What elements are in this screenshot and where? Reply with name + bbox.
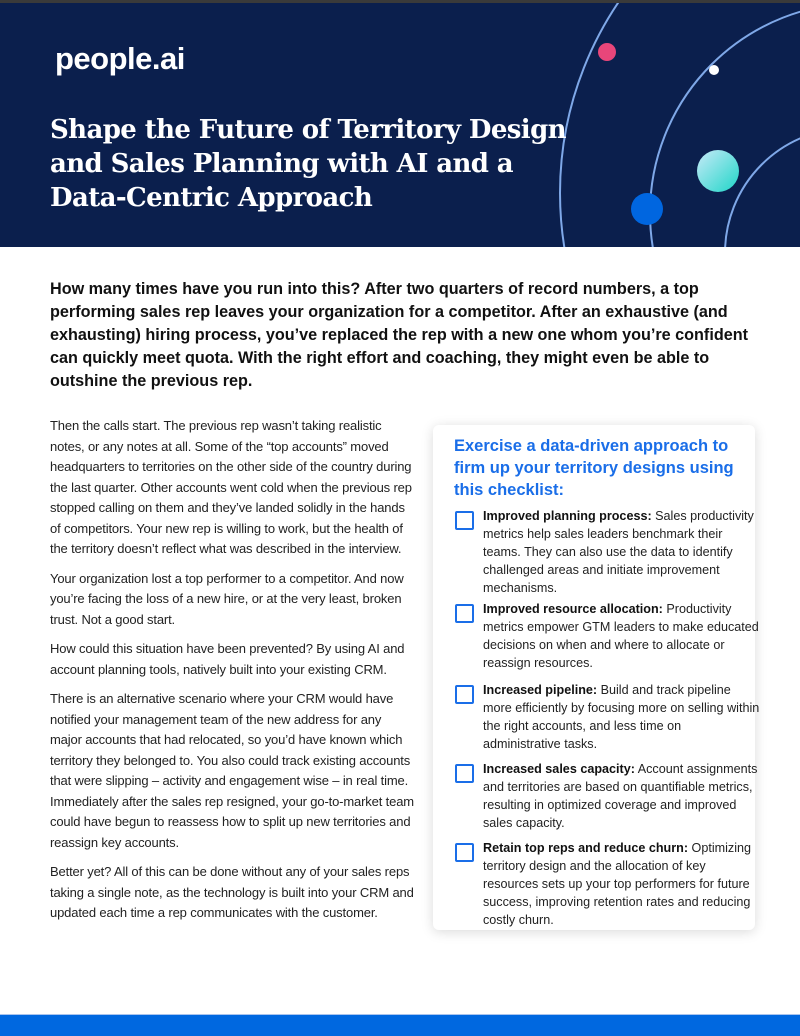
item-heading: Improved resource allocation: [483,602,663,616]
checkbox-icon[interactable] [455,685,474,704]
blue-dot-icon [631,193,663,225]
body-paragraph: Your organization lost a top performer to a competitor. And now you’re facing the loss of a new hire, or at the very least, broken trust. Not a good start. [50,570,404,627]
teal-dot-icon [697,150,739,192]
orbit-ring-outer [560,3,800,247]
body-paragraph: How could this situation have been prevented? By using AI and account planning tools, natively built into your existing CRM. [50,641,405,677]
checkbox-icon[interactable] [455,604,474,623]
people-ai-logo: people.ai [55,41,185,76]
header-banner [0,3,800,247]
item-heading: Increased sales capacity: [483,762,635,776]
item-heading: Increased pipeline: [483,683,598,697]
body-paragraph: Then the calls start. The previous rep wasn’t taking realistic notes, or any notes at all. Some of the “top accounts” moved headquarters to territories on the other side of the country during the last quarter. Other accounts went cold when the previous rep stopped calling on them and they’ve landed solidly in the hands of competitors. Your new rep is willing to work, but the health of the territory doesn’t reflect what was described in the interview. [50,418,412,556]
footer-bar [0,1014,800,1036]
checklist-card [433,425,760,930]
body-paragraph: Better yet? All of this can be done without any of your sales reps taking a single note, as the technology is built into your CRM and updated each time a rep communicates with the customer. [50,864,414,920]
white-dot-icon [709,65,719,75]
body-text [50,416,414,933]
item-text: Optimizing territory design and the allocation of key resources sets up your top performers for future success, improving retention rates and reducing costly churn. [483,841,752,927]
item-text: Productivity metrics empower GTM leaders to make educated decisions on when and where to allocate or reassign resources. [483,602,759,670]
item-heading: Improved planning process: [483,509,652,523]
intro-paragraph: How many times have you run into this? After two quarters of record numbers, a top performing sales rep leaves your organization for a competitor. After an exhaustive (and exhausting) hiring process, you’ve replaced the rep with a new one whom you’re confident can quickly meet quota. With the right effort and coaching, they might even be able to outshine the previous rep. [50,280,748,390]
item-text: Build and track pipeline more efficiently by focusing more on selling within the right accounts, and less time on administrative tasks. [483,683,760,751]
body-paragraph: There is an alternative scenario where your CRM would have notified your management team of the new address for any major accounts that had relocated, so you’d have known which territory they belonged to. You also could track existing accounts that were slipping – activity and engagement wise – in real time. Immediately after the sales rep resigned, your go-to-market team could have begun to reassess how to split up new territories and reassign key accounts. [50,691,414,850]
checklist-title: Exercise a data-driven approach to firm up your territory designs using this checklist: [454,437,734,499]
item-text: Sales productivity metrics help sales leaders benchmark their teams. They can also use the data to identify challenged areas and initiate improvement mechanisms. [483,509,754,595]
item-heading: Retain top reps and reduce churn: [483,841,689,855]
orbit-ring-middle [650,3,800,247]
item-text: Account assignments and territories are based on quantifiable metrics, resulting in optimized coverage and improved sales capacity. [483,762,758,830]
checkbox-icon[interactable] [455,843,474,862]
orbit-ring-inner [725,128,800,247]
page-title: Shape the Future of Territory Design and Sales Planning with AI and a Data-Centric Approach [50,115,566,213]
checkbox-icon[interactable] [455,764,474,783]
pink-dot-icon [598,43,616,61]
checkbox-icon[interactable] [455,511,474,530]
